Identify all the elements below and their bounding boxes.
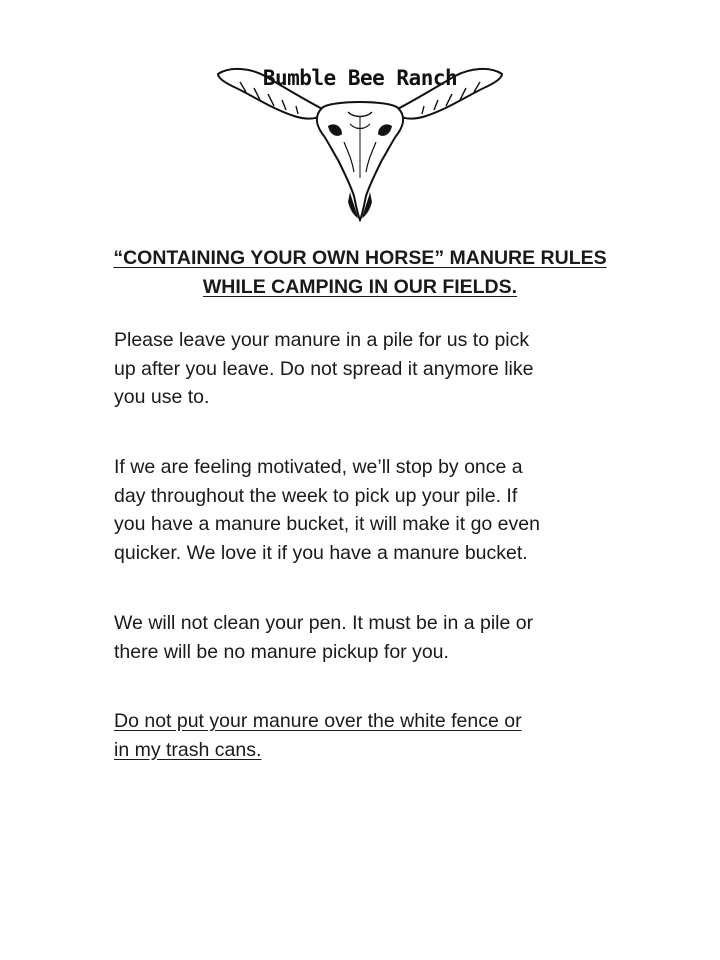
text-line: quicker. We love it if you have a manure bucket.	[114, 541, 528, 564]
paragraph-pen-rule	[114, 609, 614, 666]
text-line: there will be no manure pickup for you.	[114, 640, 449, 663]
ranch-name: Bumble Bee Ranch	[262, 66, 458, 90]
text-line: up after you leave. Do not spread it anymore like	[114, 357, 534, 380]
text-line: in my trash cans.	[114, 738, 262, 761]
ranch-logo	[210, 60, 510, 225]
text-line: We will not clean your pen. It must be in a pile or	[114, 612, 534, 634]
text-line: If we are feeling motivated, we’ll stop by once a	[114, 456, 523, 478]
paragraph-pickup-rule	[114, 453, 614, 567]
heading-line-2: WHILE CAMPING IN OUR FIELDS.	[202, 276, 518, 298]
heading-line-1: “CONTAINING YOUR OWN HORSE” MANURE RULES	[113, 247, 607, 269]
text-line: day throughout the week to pick up your pile. If	[114, 484, 518, 507]
paragraph-fence-rule	[114, 707, 614, 764]
rules-heading	[60, 244, 660, 302]
text-line: you have a manure bucket, it will make it go even	[114, 513, 540, 535]
text-line: Do not put your manure over the white fence or	[114, 710, 522, 732]
text-line: you use to.	[114, 386, 210, 408]
text-line: Please leave your manure in a pile for us to pick	[114, 329, 530, 351]
paragraph-pile-rule	[114, 326, 614, 412]
